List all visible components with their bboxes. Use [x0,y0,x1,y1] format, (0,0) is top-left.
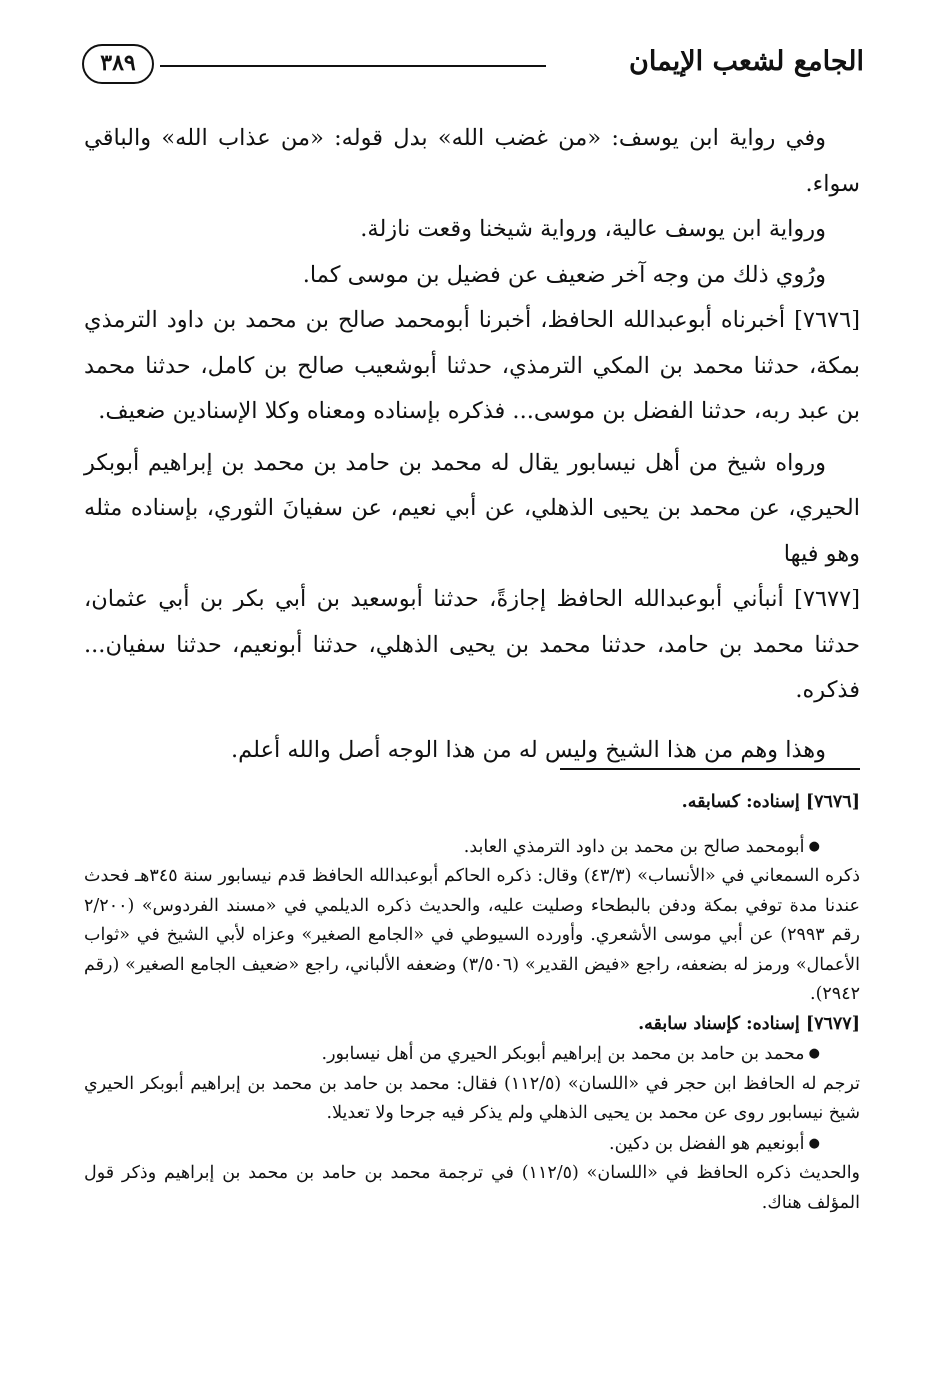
footnote-label: [٧٦٧٧] إسناده: كإسناد سابقه. [638,1013,860,1034]
running-title: الجامع لشعب الإيمان [629,46,864,77]
footnote-separator [560,768,860,770]
main-text [84,116,860,773]
paragraph-chain-comparison: ورواية ابن يوسف عالية، ورواية شيخنا وقعت نازلة. [360,216,826,242]
footnote-salih-details: ذكره السمعاني في «الأنساب» (٤٣/٣) وقال: ذكره الحاكم أبوعبدالله الحافظ قدم نيسابور سنة ٣٤٥هـ فحدث عندنا مدة توفي بمكة ودفن بالبطحاء وصليت عليه، والحديث ذكره الديلمي في «مسند الفردوس» (٢/٢٠٠ رقم ٢٩٩٣) عن أبي موسى الأشعري. وأورده السيوطي في «الجامع الصغير» وعزاه لأبي الشيخ في «ثواب الأعمال» ورمز له بضعفه، راجع «فيض القدير» (٣/٥٠٦) وضعفه الألباني، راجع «ضعيف الجامع الصغير» (رقم ٢٩٤٢). [84,866,860,1004]
footnote-narrator-hiri: ● محمد بن حامد بن محمد بن إبراهيم أبوبكر الحيري من أهل نيسابور. [84,1039,820,1070]
footnote-narrator-abunuaym: ● أبونعيم هو الفضل بن دكين. [84,1129,820,1160]
footnote-hiri-details: ترجم له الحافظ ابن حجر في «اللسان» (١١٢/٥) فقال: محمد بن حامد بن محمد بن إبراهيم أبوبكر الحيري شيخ نيسابور روى عن محمد بن يحيى الذهلي ولم يذكر فيه جرحا ولا تعديلا. [84,1073,861,1123]
paragraph-conclusion: وهذا وهم من هذا الشيخ وليس له من هذا الوجه أصل والله أعلم. [231,736,826,763]
paragraph-weak-route: ورُوي ذلك من وجه آخر ضعيف عن فضيل بن موسى كما. [302,261,826,288]
footnote-7676-isnad [84,788,860,818]
page-header [82,40,864,96]
footnote-narrator-salih: ● أبومحمد صالح بن محمد بن داود الترمذي العابد. [84,832,820,863]
hadith-7676: [٧٦٧٦] أخبرناه أبوعبدالله الحافظ، أخبرنا أبومحمد صالح بن محمد بن داود الترمذي بمكة، حدثنا محمد بن المكي الترمذي، حدثنا أبوشعيب صالح بن كامل، حدثنا محمد بن عبد ربه، حدثنا الفضل بن موسى... فذكره بإسناده ومعناه وكلا الإسنادين ضعيف. [84,307,860,424]
page-number: ٣٨٩ [82,44,154,84]
footnote-7677-isnad [84,1010,860,1040]
footnote-label: [٧٦٧٦] إسناده: كسابقه. [681,792,860,812]
paragraph-variant-note: وفي رواية ابن يوسف: «من غضب الله» بدل قوله: «من عذاب الله» والباقي سواء. [84,125,860,197]
footnotes [84,788,860,1218]
header-rule [160,65,546,67]
footnote-hadith-source: والحديث ذكره الحافظ في «اللسان» (١١٢/٥) في ترجمة محمد بن حامد بن محمد بن إبراهيم وذكر قول المؤلف هناك. [84,1163,861,1213]
paragraph-nishapur-sheikh: ورواه شيخ من أهل نيسابور يقال له محمد بن حامد بن محمد بن إبراهيم أبوبكر الحيري، عن محمد بن يحيى الذهلي، عن أبي نعيم، عن سفيانَ الثوري، بإسناده مثله وهو فيها [84,449,860,567]
hadith-7677: [٧٦٧٧] أنبأني أبوعبدالله الحافظ إجازةً، حدثنا أبوسعيد بن أبي بكر بن أبي عثمان، حدثنا محمد بن حامد، حدثنا محمد بن يحيى الذهلي، حدثنا أبونعيم، حدثنا سفيان... فذكره. [84,586,860,703]
